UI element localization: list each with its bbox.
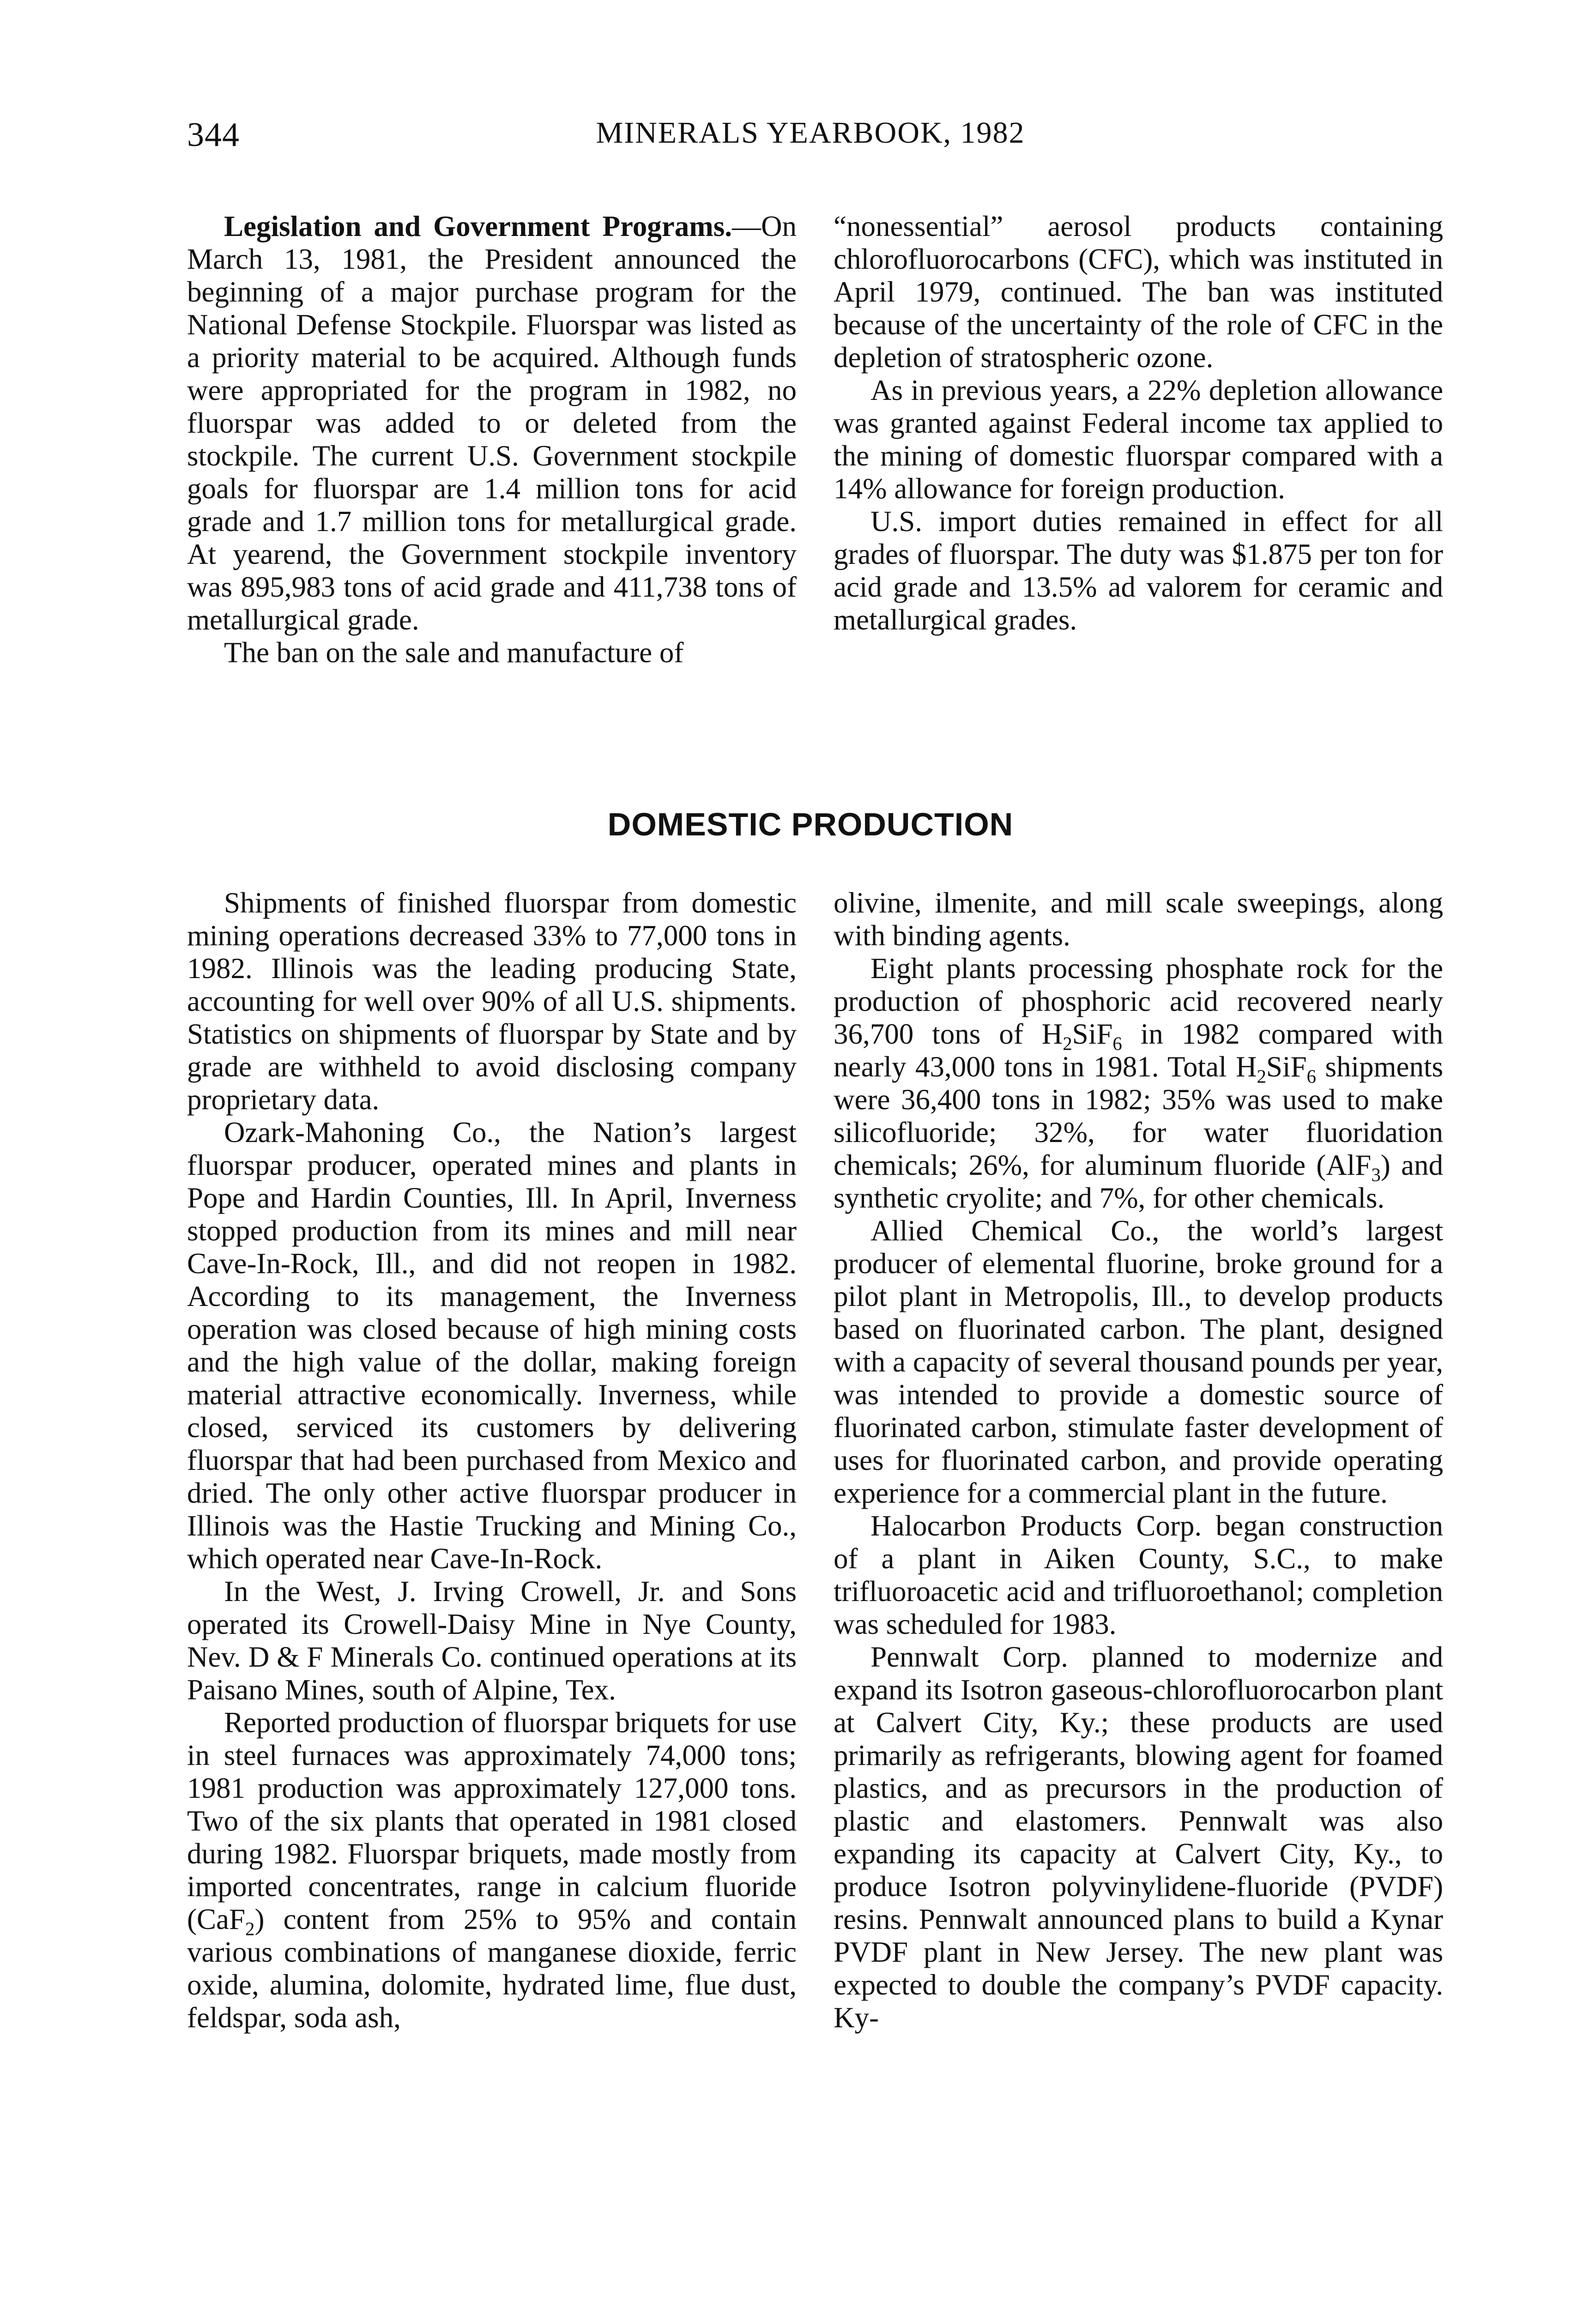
domestic-paragraph-1: Shipments of finished fluorspar from domestic mining operations decreased 33% to 77,000 tons in 1982. Illinois was the leading producing State, accounting for well over 90% of all U.S. shipments. Statistics on shipments of fluorspar by State and by grade are withheld to avoid disclosing company proprietary data.: [187, 887, 797, 1116]
legislation-run-in-heading: Legislation and Government Programs.: [224, 210, 732, 242]
section-heading-domestic-production: DOMESTIC PRODUCTION: [607, 806, 1014, 842]
domestic-paragraph-2: Ozark-Mahoning Co., the Nation’s largest fluorspar producer, operated mines and plants in Pope and Hardin Counties, Ill. In April, Inverness stopped production from its mines and mill near Cave-In-Rock, Ill., and did not reopen in 1982. According to its management, the Inverness operation was closed because of high mining costs and the high value of the dollar, making foreign material attractive economically. Inverness, while closed, serviced its customers by delivering fluorspar that had been purchased from Mexico and dried. The only other active fluorspar producer in Illinois was the Hastie Trucking and Mining Co., which operated near Cave-In-Rock.: [187, 1116, 797, 1575]
domestic-paragraph-5-d: SiF: [1266, 1051, 1307, 1083]
subscript: 2: [1257, 1066, 1266, 1087]
page-number: 344: [187, 116, 240, 154]
domestic-paragraph-3: In the West, J. Irving Crowell, Jr. and Sons operated its Crowell-Daisy Mine in Nye County, Nev. D & F Minerals Co. continued operations at its Paisano Mines, south of Alpine, Tex.: [187, 1575, 797, 1706]
subscript: 6: [1306, 1066, 1316, 1087]
domestic-paragraph-5-b: SiF: [1072, 1018, 1113, 1050]
domestic-paragraph-6: Allied Chemical Co., the world’s largest producer of elemental fluorine, broke ground for a pilot plant in Metropolis, Ill., to develop products based on fluorinated carbon. The plant, designed with a capacity of several thousand pounds per year, was intended to provide a domestic source of fluorinated carbon, stimulate faster development of uses for fluorinated carbon, and provide operating experience for a commercial plant in the future.: [834, 1215, 1443, 1509]
legislation-column-right: [834, 210, 1443, 636]
legislation-paragraph-2-continued: “nonessential” aerosol products containing chlorofluorocarbons (CFC), which was instituted in April 1979, continued. The ban was instituted because of the uncertainty of the role of CFC in the depletion of stratospheric ozone.: [834, 210, 1443, 374]
legislation-paragraph-1: [187, 210, 797, 636]
domestic-paragraph-4-continued: olivine, ilmenite, and mill scale sweepings, along with binding agents.: [834, 887, 1443, 952]
domestic-paragraph-5-f: ) and synthetic cryolite; and 7%, for other chemicals.: [834, 1149, 1443, 1214]
subscript: 6: [1112, 1033, 1122, 1054]
subscript: 2: [1063, 1033, 1072, 1054]
domestic-paragraph-5-c: in 1982 compared with nearly 43,000 tons in 1981. Total H: [834, 1018, 1443, 1083]
domestic-paragraph-4: [187, 1706, 797, 2034]
domestic-paragraph-8: Pennwalt Corp. planned to modernize and expand its Isotron gaseous-chlorofluorocarbon plant at Calvert City, Ky.; these products are used primarily as refrigerants, blowing agent for foamed plastics, and as precursors in the production of plastic and elastomers. Pennwalt was also expanding its capacity at Calvert City, Ky., to produce Isotron polyvinylidene-fluoride (PVDF) resins. Pennwalt announced plans to build a Kynar PVDF plant in New Jersey. The new plant was expected to double the company’s PVDF capacity. Ky-: [834, 1641, 1443, 2034]
domestic-paragraph-5: [834, 952, 1443, 1215]
domestic-column-right: [834, 887, 1443, 2034]
legislation-paragraph-3: As in previous years, a 22% depletion allowance was granted against Federal income tax applied to the mining of domestic fluorspar compared with a 14% allowance for foreign production.: [834, 374, 1443, 505]
domestic-paragraph-4-part-1: Reported production of fluorspar briquets for use in steel furnaces was approximately 74,000 tons; 1981 production was approximately 127,000 tons. Two of the six plants that operated in 1981 closed during 1982. Fluorspar briquets, made mostly from imported concentrates, range in calcium fluoride (CaF: [187, 1706, 797, 1935]
domestic-paragraph-4-part-2: ) content from 25% to 95% and contain various combinations of manganese dioxide, ferric oxide, alumina, dolomite, hydrated lime, flue dust, feldspar, soda ash,: [187, 1903, 797, 2034]
running-head: MINERALS YEARBOOK, 1982: [596, 116, 1025, 150]
legislation-paragraph-4: U.S. import duties remained in effect for all grades of fluorspar. The duty was $1.875 per ton for acid grade and 13.5% ad valorem for ceramic and metallurgical grades.: [834, 505, 1443, 636]
subscript: 3: [1371, 1164, 1381, 1185]
domestic-paragraph-5-a: Eight plants processing phosphate rock for the production of phosphoric acid recovered nearly 36,700 tons of H: [834, 952, 1443, 1050]
domestic-column-left: [187, 887, 797, 2034]
domestic-paragraph-7: Halocarbon Products Corp. began construction of a plant in Aiken County, S.C., to make trifluoroacetic acid and trifluoroethanol; completion was scheduled for 1983.: [834, 1510, 1443, 1640]
legislation-paragraph-2: The ban on the sale and manufacture of: [224, 636, 684, 669]
page-header: [187, 115, 1434, 166]
domestic-paragraph-5-e: shipments were 36,400 tons in 1982; 35% was used to make silicofluoride; 32%, for water fluoridation chemicals; 26%, for aluminum fluoride (AlF: [834, 1051, 1443, 1181]
subscript: 2: [245, 1918, 255, 1940]
legislation-paragraph-1-text: —On March 13, 1981, the President announced the beginning of a major purchase program for the National Defense Stockpile. Fluorspar was listed as a priority material to be acquired. Although funds were appropriated for the program in 1982, no fluorspar was added to or deleted from the stockpile. The current U.S. Government stockpile goals for fluorspar are 1.4 million tons for acid grade and 1.7 million tons for metallurgical grade. At yearend, the Government stockpile inventory was 895,983 tons of acid grade and 411,738 tons of metallurgical grade.: [187, 210, 797, 636]
legislation-column-left: [187, 210, 797, 669]
